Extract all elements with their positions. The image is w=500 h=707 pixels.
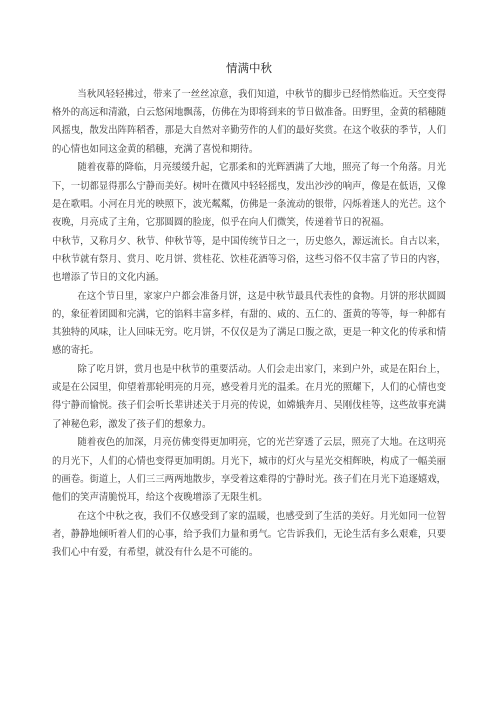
paragraph-2: 随着夜幕的降临，月亮缓缓升起，它那柔和的光辉洒满了大地，照亮了每一个角落。月光下，一切都显得那么宁静而美好。树叶在微风中轻轻摇曳，发出沙沙的响声，像是在低语，又像是在歌唱。小河在月光的映照下，波光粼粼，仿佛是一条流动的银带，闪烁着迷人的光芒。这个夜晚，月亮成了主角，它那圆圆的脸庞，似乎在向人们微笑，传递着节日的祝福。 xyxy=(52,162,446,228)
paragraph-3: 中秋节，又称月夕、秋节、仲秋节等，是中国传统节日之一，历史悠久，源远流长。自古以来，中秋节就有祭月、赏月、吃月饼、赏桂花、饮桂花酒等习俗，这些习俗不仅丰富了节日的内容，也增添了节日的文化内涵。 xyxy=(52,235,446,284)
paragraph-7: 在这个中秋之夜，我们不仅感受到了家的温暖，也感受到了生活的美好。月光如同一位智者，静静地倾听着人们的心事，给予我们力量和勇气。它告诉我们，无论生活有多么艰难，只要我们心中有爱，有希望，就没有什么是不可能的。 xyxy=(52,510,446,559)
document-page xyxy=(52,60,446,563)
paragraph-5: 除了吃月饼，赏月也是中秋节的重要活动。人们会走出家门，来到户外，或是在阳台上，或是在公园里，仰望着那轮明亮的月亮，感受着月光的温柔。在月光的照耀下，人们的心情也变得宁静而愉悦。孩子们会听长辈讲述关于月亮的传说，如嫦娥奔月、吴刚伐桂等，这些故事充满了神秘色彩，激发了孩子们的想象力。 xyxy=(52,364,446,430)
paragraph-4: 在这个节日里，家家户户都会准备月饼，这是中秋节最具代表性的食物。月饼的形状圆圆的，象征着团圆和完满，它的馅料丰富多样，有甜的、咸的、五仁的、蛋黄的等等，每一种都有其独特的风味，让人回味无穷。吃月饼，不仅仅是为了满足口腹之欲，更是一种文化的传承和情感的寄托。 xyxy=(52,290,446,357)
paragraph-6: 随着夜色的加深，月亮仿佛变得更加明亮，它的光芒穿透了云层，照亮了大地。在这明亮的月光下，人们的心情也变得更加明朗。月光下，城市的灯火与星光交相辉映，构成了一幅美丽的画卷。街道上，人们三三两两地散步，享受着这难得的宁静时光。孩子们在月光下追逐嬉戏，他们的笑声清脆悦耳，给这个夜晚增添了无限生机。 xyxy=(52,437,446,503)
paragraph-1: 当秋风轻轻拂过，带来了一丝丝凉意，我们知道，中秋节的脚步已经悄然临近。天空变得格外的高远和清澈，白云悠闲地飘荡，仿佛在为即将到来的节日做准备。田野里，金黄的稻穗随风摇曳，散发出阵阵稻香，那是大自然对辛勤劳作的人们的最好奖赏。在这个收获的季节，人们的心情也如同这金黄的稻穗，充满了喜悦和期待。 xyxy=(52,89,446,155)
document-title: 情满中秋 xyxy=(226,61,272,75)
